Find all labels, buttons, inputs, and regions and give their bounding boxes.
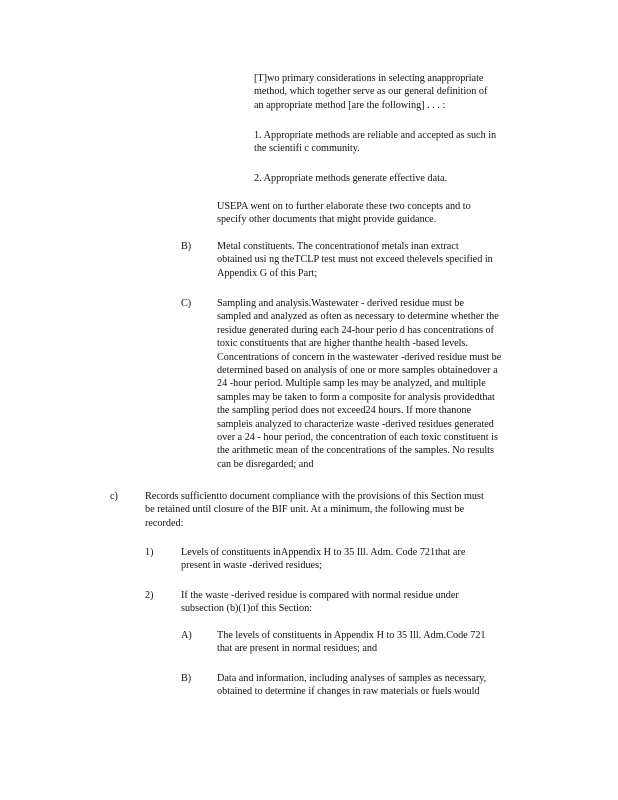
text-line: 24 -hour period. Multiple samp les may be analyzed, and multiple <box>217 378 486 390</box>
text-line: an appropriate method [are the following] . . . : <box>254 99 446 111</box>
item-1-paragraph <box>181 546 545 573</box>
text-line: residue generated during each 24-hour perio d has concentrations of <box>217 324 494 336</box>
item-label-c-lower: c) <box>110 491 118 502</box>
item-2-paragraph <box>181 589 545 616</box>
text-line: Levels of constituents inAppendix H to 35 Ill. Adm. Code 721that are <box>181 547 466 558</box>
item-2b-paragraph <box>217 672 547 699</box>
text-line: The levels of constituents in Appendix H to 35 Ill. Adm.Code 721 <box>217 630 486 641</box>
text-line: sampleis analyzed to characterize waste -derived residues generated <box>217 418 494 430</box>
text-line: present in waste -derived residues; <box>181 560 322 572</box>
item-label-1: 1) <box>145 547 154 558</box>
sampling-analysis-paragraph <box>217 297 547 471</box>
text-line: the scientifi c community. <box>254 143 360 155</box>
text-line: that are present in normal residues; and <box>217 643 378 655</box>
text-line: obtained usi ng theTCLP test must not exceed thelevels specified in <box>217 254 493 266</box>
text-line: the sampling period does not exceed24 hours. If more thanone <box>217 405 472 417</box>
text-line: toxic constituents that are higher thanthe health -based levels. <box>217 338 468 350</box>
text-line: If the waste -derived residue is compared with normal residue under <box>181 590 459 601</box>
metal-constituents-paragraph <box>217 240 547 280</box>
text-line: Records sufficientto document compliance with the provisions of this Section must <box>145 491 484 502</box>
text-line: Metal constituents. The concentrationof metals inan extract <box>217 241 459 252</box>
text-line: subsection (b)(1)of this Section: <box>181 603 312 615</box>
item-label-2b: B) <box>181 673 192 684</box>
text-line: specify other documents that might provide guidance. <box>217 214 437 226</box>
text-line: Data and information, including analyses of samples as necessary, <box>217 673 487 684</box>
text-line: over a 24 - hour period, the concentration of each toxic constituent is <box>217 432 498 444</box>
text-line: obtained to determine if changes in raw materials or fuels would <box>217 686 480 698</box>
text-line: USEPA went on to further elaborate these two concepts and to <box>217 201 471 212</box>
quote-item-2 <box>254 172 544 185</box>
text-line: recorded: <box>145 517 184 529</box>
text-line: sampled and analyzed as often as necessary to determine whether the <box>217 311 499 323</box>
text-line: [T]wo primary considerations in selecting anappropriate <box>254 73 484 84</box>
quote-item-1 <box>254 129 544 156</box>
item-label-b-upper: B) <box>181 241 192 252</box>
item-2a-paragraph <box>217 629 547 656</box>
text-line: the arithmetic mean of the concentrations of the samples. No results <box>217 445 494 457</box>
text-line: samples may be taken to form a composite for analysis providedthat <box>217 391 495 403</box>
text-line: Sampling and analysis.Wastewater - derived residue must be <box>217 298 465 309</box>
text-line: determined based on analysis of one or more samples obtainedover a <box>217 365 498 377</box>
text-line: Appendix G of this Part; <box>217 267 318 279</box>
item-label-2a: A) <box>181 630 192 641</box>
text-line: can be disregarded; and <box>217 458 314 470</box>
item-label-c-upper: C) <box>181 298 192 309</box>
text-line: 1. Appropriate methods are reliable and accepted as such in <box>254 130 497 141</box>
text-line: be retained until closure of the BIF unit. At a minimum, the following must be <box>145 504 465 516</box>
text-line: method, which together serve as our general definition of <box>254 86 488 98</box>
quote-intro <box>254 72 544 112</box>
records-paragraph <box>145 490 545 530</box>
text-line: 2. Appropriate methods generate effective data. <box>254 173 448 184</box>
item-label-2: 2) <box>145 590 154 601</box>
usepa-paragraph <box>217 200 547 227</box>
text-line: Concentrations of concern in the wastewater -derived residue must be <box>217 351 502 363</box>
